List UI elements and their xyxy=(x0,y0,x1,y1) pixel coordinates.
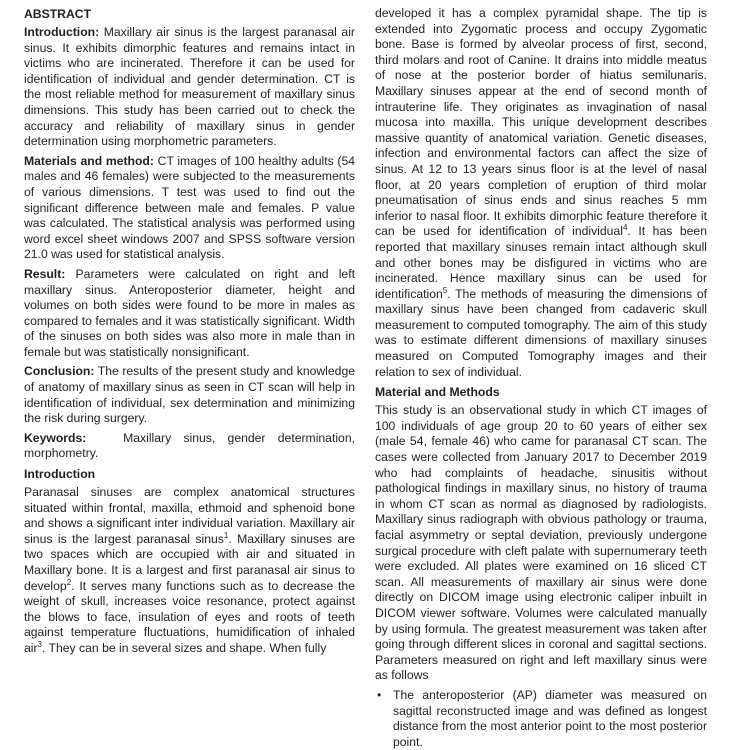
abstract-introduction-text: Maxillary air sinus is the largest paranasal air sinus. It exhibits dimorphic features and remains intact in victims who are incinerated. Therefore it can be used for identification of individual and gender determination. CT is the most reliable method for measurement of maxillary sinus dimensions. This study has been carried out to check the accuracy and reliability of maxillary sinus in gender determination using morphometric parameters. xyxy=(24,25,355,149)
parameters-list xyxy=(375,688,707,750)
abstract-methods-text: CT images of 100 healthy adults (54 males and 46 females) were subjected to the measurements of various dimensions. T test was used to find out the significant difference between male and females. P value was calculated. The statistical analysis was performed using word excel sheet windows 2007 and SPSS software version 21.0 was used for statistical analysis. xyxy=(24,153,355,262)
intro-text-d: . They can be in several sizes and shape. When fully xyxy=(42,640,327,655)
list-item-text: The anteroposterior (AP) diameter was measured on sagittal reconstructed image and was defined as longest distance from the most anterior point to the most posterior point. xyxy=(393,687,707,749)
materials-heading: Material and Methods xyxy=(375,385,500,400)
abstract-keywords xyxy=(24,431,355,462)
abstract-heading: ABSTRACT xyxy=(24,7,92,21)
intro-text-f: . The methods of measuring the dimensions of maxillary sinus have been changed from cadaveric skull measurement to computed tomography. The aim of this study was to estimate different dimensions of maxillary sinuses measured on Computed Tomography images and their relation to sex of individual. xyxy=(375,286,707,379)
abstract-result-label: Result: xyxy=(24,266,66,281)
abstract-result xyxy=(24,267,355,361)
abstract-result-text: Parameters were calculated on right and left maxillary sinus. Anteroposterior diameter, height and volumes on both sides were found to be more in males as compared to females and it was statistically significant. Width of the sinuses on both sides was also more in male than in female but was statistically nonsignificant. xyxy=(24,266,355,359)
citation-1: 1 xyxy=(223,530,229,540)
abstract-conclusion-label: Conclusion: xyxy=(24,364,95,379)
bullet-icon: • xyxy=(377,687,382,702)
abstract-introduction-label: Introduction: xyxy=(24,25,100,39)
intro-text-b: . Maxillary sinuses are two spaces which are occupied with air and situated in Maxillary bone. It is a largest and first paranasal air sinus to develop xyxy=(24,531,355,593)
abstract-conclusion xyxy=(24,364,355,426)
citation-3: 3 xyxy=(37,639,42,649)
right-column xyxy=(375,6,707,750)
intro-text-e: . It has been reported that maxillary sinuses remain intact although skull and other bones may be disfigured in victims who are incinerated. Hence maxillary sinus can be used for identification xyxy=(375,224,707,301)
citation-2: 2 xyxy=(66,577,72,587)
abstract-methods xyxy=(24,154,355,263)
introduction-paragraph xyxy=(24,485,355,657)
left-column xyxy=(24,6,355,661)
citation-5: 5 xyxy=(442,285,448,295)
citation-4: 4 xyxy=(622,223,628,233)
introduction-heading: Introduction xyxy=(24,467,96,482)
list-item xyxy=(375,688,707,750)
introduction-paragraph-continued xyxy=(375,6,707,380)
abstract-conclusion-text: The results of the present study and knowledge of anatomy of maxillary sinus as seen in CT scan will help in identification of individual, sex determination and minimizing the risk during surgery. xyxy=(24,364,356,426)
abstract-methods-label: Materials and method: xyxy=(24,153,154,168)
intro-text-a: Paranasal sinuses are complex anatomical structures situated within frontal, maxilla, ethmoid and sphenoid bone and shows a significant inter individual variation. Maxillary air sinus is the largest paranasal sinus xyxy=(24,485,355,546)
abstract-keywords-text: Maxillary sinus, gender determination, morphometry. xyxy=(24,430,355,461)
abstract-introduction xyxy=(24,25,355,150)
intro-text-c: . It serves many functions such as to decrease the weight of skull, increases voice resonance, protect against the blows to face, insulation of eyes and roots of teeth against temperature fluctuations, humidification of inhaled air xyxy=(24,578,355,655)
intro-continued-text: developed it has a complex pyramidal shape. The tip is extended into Zygomatic process and occupy Zygomatic bone. Base is formed by alveolar process of first, second, third molars and root of Canine. It drains into middle meatus of nose at the posterior border of hiatus semilunaris. Maxillary sinuses appear at the end of second month of intrauterine life. They originates as invagination of nasal mucosa into maxilla. This unique development describes massive quantity of anatomical variation. Genetic diseases, infection and environmental factors can affect the size of sinus. At 12 to 13 years sinus floor is at the level of nasal floor, at 20 years completion of eruption of third molar pneumatisation of sinus ends and sinus reaches 5 mm inferior to nasal floor. It exhibits dimorphic feature therefore it can be used for identification of individual xyxy=(375,6,707,239)
abstract-keywords-label: Keywords: xyxy=(24,430,87,445)
materials-paragraph: This study is an observational study in which CT images of 100 individuals of age group 20 to 60 years of either sex (male 54, female 46) who came for paranasal CT scan. The cases were collected from January 2017 to December 2019 who had complaints of headache, sinusitis without pathological findings in maxillary sinus, no history of trauma in whom CT scan as normal as diagnosed by radiologists. Maxillary sinus radiograph with obvious pathology or trauma, facial asymmetry or septal deviation, previously undergone surgical procedure with cleft palate with supernumerary teeth were excluded. All plates were examined on 16 sliced CT scan. All measurements of maxillary air sinus were done directly on DICOM image using electronic caliper inbuilt in DICOM viewer software. Volumes were calculated manually by using formula. The greatest measurement was taken after going through different slices in coronal and sagittal sections. Parameters measured on right and left maxillary sinus were as follows xyxy=(375,403,707,683)
